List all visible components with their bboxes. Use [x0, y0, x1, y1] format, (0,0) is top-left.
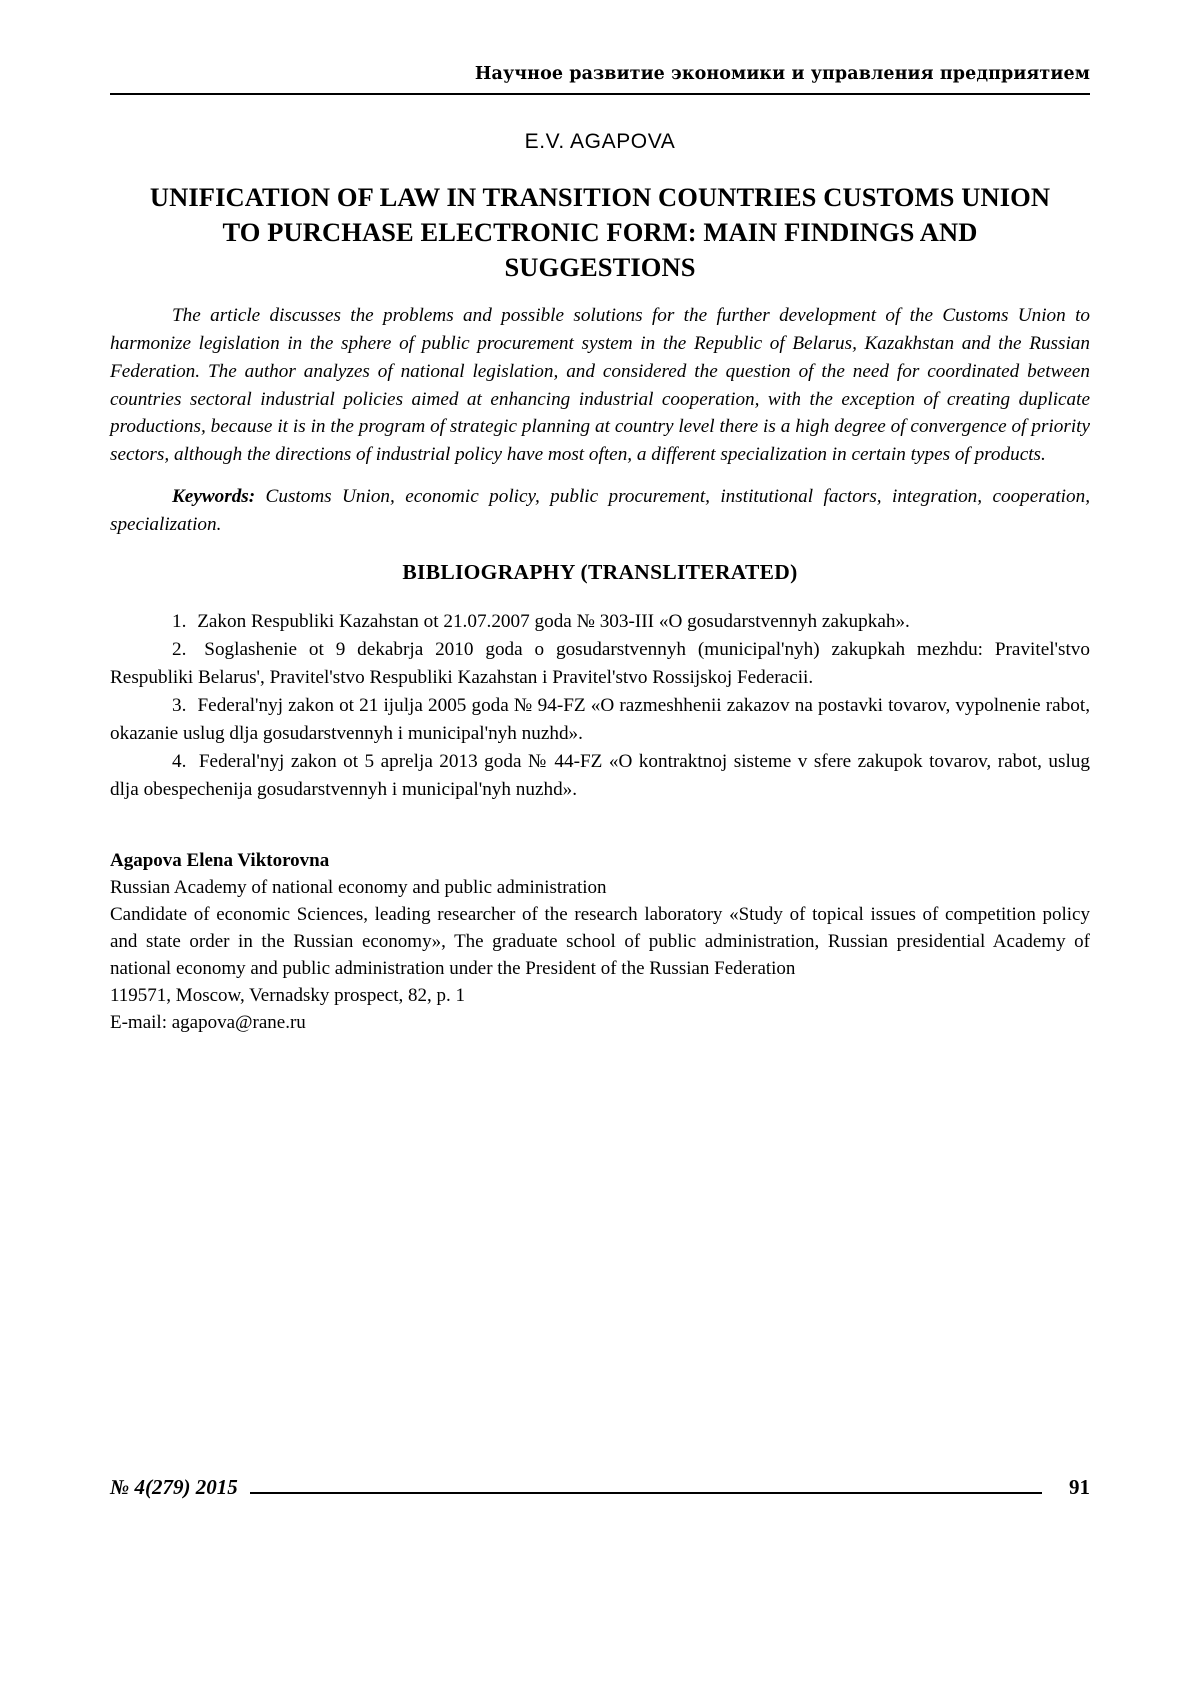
bibliography-list: [110, 608, 1090, 804]
list-item-text: Federal'nyj zakon ot 21 ijulja 2005 goda № 94-FZ «O razmeshhenii zakazov na postavki tovarov, vypolnenie rabot, okazanie uslug dlja gosudarstvennyh i municipal'nyh nuzhd».: [110, 695, 1090, 745]
page-footer: [110, 1475, 1090, 1505]
list-item: [110, 692, 1090, 748]
running-head-rule: [110, 93, 1090, 95]
author-affiliation: Russian Academy of national economy and public administration: [110, 876, 607, 898]
page-title: UNIFICATION OF LAW IN TRANSITION COUNTRIES CUSTOMS UNION TO PURCHASE ELECTRONIC FORM: MAIN FINDINGS AND SUGGESTIONS: [149, 182, 1051, 283]
list-item-number: 4.: [172, 751, 187, 773]
list-item-text: Soglashenie ot 9 dekabrja 2010 goda o gosudarstvennyh (municipal'nyh) zakupkah mezhdu: Pravitel'stvo Respubliki Belarus', Pravitel'stvo Respubliki Kazahstan i Pravitel'stvo Rossijskoj Federacii.: [110, 639, 1090, 689]
page-number: 91: [1069, 1475, 1090, 1499]
keywords-text: Customs Union, economic policy, public procurement, institutional factors, integration, cooperation, specialization.: [110, 486, 1090, 535]
keywords-label: Keywords:: [172, 486, 256, 507]
running-head: Научное развитие экономики и управления предприятием: [474, 64, 1090, 84]
list-item-text: Federal'nyj zakon ot 5 aprelja 2013 goda № 44-FZ «O kontraktnoj sisteme v sfere zakupok tovarov, rabot, uslug dlja obespechenija gosudarstvennyh i municipal'nyh nuzhd».: [110, 751, 1090, 801]
list-item: [110, 636, 1090, 692]
footer-issue: № 4(279) 2015: [110, 1475, 238, 1499]
author-info-block: [110, 848, 1090, 1037]
bibliography-heading: BIBLIOGRAPHY (TRANSLITERATED): [402, 560, 798, 584]
list-item: [110, 608, 1090, 636]
list-item: [110, 748, 1090, 804]
list-item-number: 3.: [172, 695, 187, 717]
author-position: Candidate of economic Sciences, leading researcher of the research laboratory «Study of topical issues of competition policy and state order in the Russian economy», The graduate school of public administration, Russian presidential Academy of national economy and public administration under the President of the Russian Federation: [110, 903, 1090, 979]
list-item-number: 1.: [172, 611, 187, 632]
author-email: E-mail: agapova@rane.ru: [110, 1011, 306, 1033]
keywords-block: [110, 483, 1090, 539]
author-address: 119571, Moscow, Vernadsky prospect, 82, p. 1: [110, 984, 465, 1006]
footer-rule: [250, 1492, 1042, 1494]
list-item-number: 2.: [172, 639, 187, 661]
abstract-text: The article discusses the problems and possible solutions for the further development of the Customs Union to harmonize legislation in the sphere of public procurement system in the Republic of Belarus, Kazakhstan and the Russian Federation. The author analyzes of national legislation, and considered the question of the need for coordinated between countries sectoral industrial policies aimed at enhancing industrial cooperation, with the exception of creating duplicate productions, because it is in the program of strategic planning at country level there is a high degree of convergence of priority sectors, although the directions of industrial policy have most often, a different specialization in certain types of products.: [110, 305, 1090, 466]
list-item-text: Zakon Respubliki Kazahstan ot 21.07.2007 goda № 303-III «O gosudarstvennyh zakupkah».: [197, 611, 910, 632]
article-author: E.V. AGAPOVA: [524, 130, 676, 153]
author-name: Agapova Elena Viktorovna: [110, 850, 330, 871]
